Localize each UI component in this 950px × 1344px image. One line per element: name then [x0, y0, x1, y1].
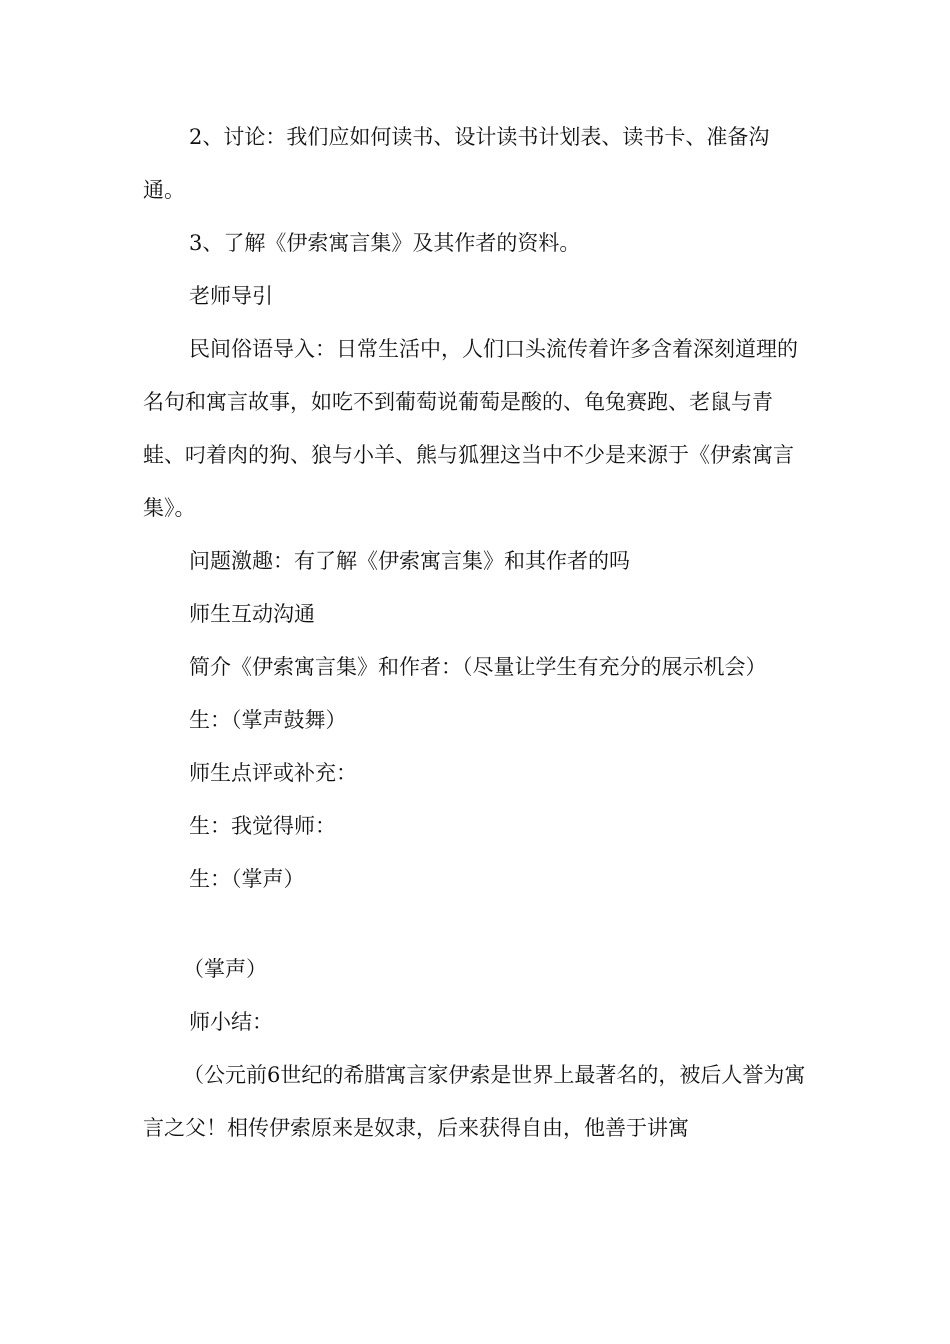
paragraph-teacher-summary: 师小结： [189, 1010, 273, 1034]
paragraph-aesop-bio: （公元前6世纪的希腊寓言家伊索是世界上最著名的，被后人誉为寓言之父！相传伊索原来是奴隶，后来获得自由，他善于讲寓 [143, 1063, 806, 1140]
paragraph-student-clap: 生：（掌声） [189, 867, 305, 891]
document-body [143, 111, 807, 1155]
paragraph-student-applause: 生：（掌声鼓舞） [189, 708, 347, 732]
paragraph-comment: 师生点评或补充： [189, 761, 357, 785]
paragraph-proverb-intro: 民间俗语导入：日常生活中，人们口头流传着许多含着深刻道理的名句和寓言故事，如吃不到葡萄说葡萄是酸的、龟兔赛跑、老鼠与青蛙、叼着肉的狗、狼与小羊、熊与狐狸这当中不少是来源于《伊索寓言集》。 [143, 337, 798, 520]
paragraph-interaction: 师生互动沟通 [189, 602, 315, 626]
paragraph-discussion: 2、讨论：我们应如何读书、设计读书计划表、读书卡、准备沟通。 [143, 125, 770, 202]
paragraph-student-opinion: 生：我觉得师： [189, 814, 336, 838]
paragraph-aesop-info: 3、了解《伊索寓言集》及其作者的资料。 [189, 231, 581, 255]
paragraph-applause: （掌声） [183, 957, 267, 981]
paragraph-teacher-guide: 老师导引 [189, 284, 273, 308]
paragraph-gap [143, 906, 807, 943]
paragraph-intro-author: 简介《伊索寓言集》和作者：（尽量让学生有充分的展示机会） [189, 655, 767, 679]
paragraph-question: 问题激趣：有了解《伊索寓言集》和其作者的吗 [189, 549, 630, 573]
